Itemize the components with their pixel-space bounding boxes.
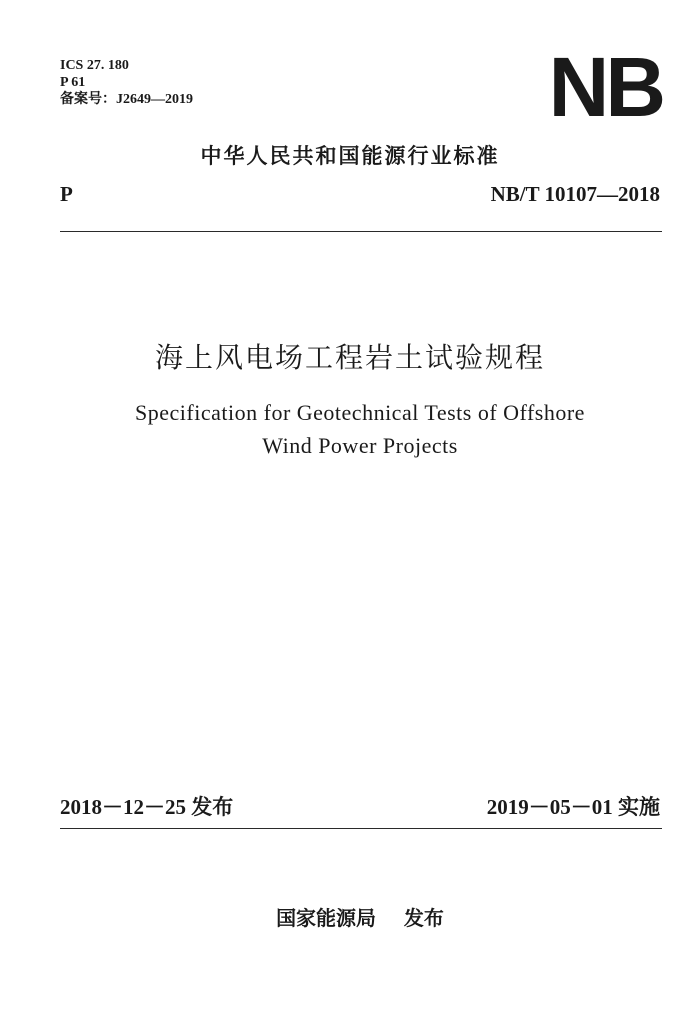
implementation-date: 2019－05－01 实施 [486, 795, 660, 819]
issue-date: 2018－12－25 发布 [60, 795, 234, 819]
header-meta [60, 57, 193, 108]
title-chinese: 海上风电场工程岩土试验规程 [154, 341, 545, 374]
filing-number: 备案号：J2649—2019 [60, 92, 193, 107]
nb-logo: NB [548, 40, 662, 134]
title-english [0, 396, 700, 462]
category-code: P 61 [60, 75, 86, 90]
ics-code: ICS 27. 180 [60, 58, 129, 73]
top-divider [60, 231, 662, 232]
publisher: 国家能源局 发布 [276, 906, 444, 930]
standard-number: NB/T 10107—2018 [490, 182, 660, 206]
bottom-divider [60, 828, 662, 829]
title-english-line2: Wind Power Projects [262, 433, 458, 458]
title-english-line1: Specification for Geotechnical Tests of Offshore [135, 400, 585, 425]
category-letter: P [60, 182, 73, 206]
standard-type-title: 中华人民共和国能源行业标准 [200, 144, 500, 168]
